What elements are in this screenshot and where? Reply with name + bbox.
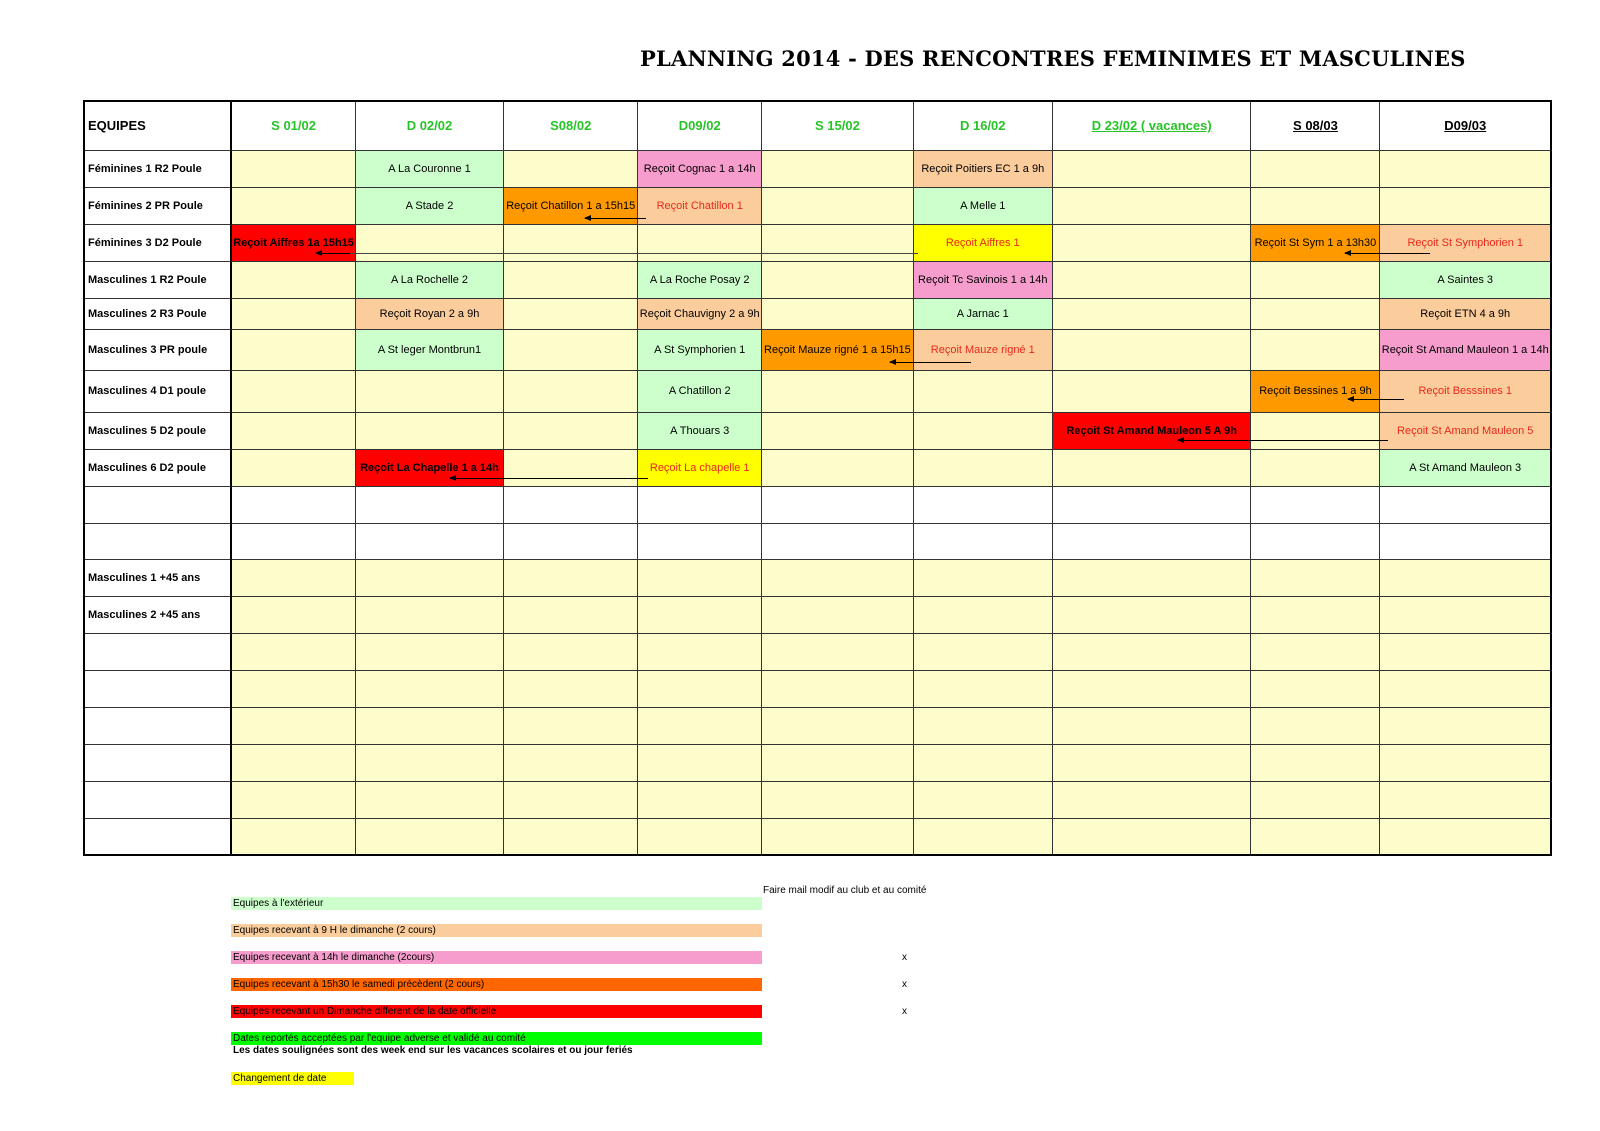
match-cell xyxy=(1251,412,1380,449)
header-date: S08/02 xyxy=(504,101,638,150)
match-cell xyxy=(1251,633,1380,670)
match-cell xyxy=(1052,523,1251,559)
match-cell xyxy=(1052,187,1251,224)
match-cell xyxy=(762,670,914,707)
match-cell xyxy=(1052,261,1251,298)
team-name: Masculines 2 R3 Poule xyxy=(84,298,231,329)
match-cell xyxy=(1251,670,1380,707)
match-cell xyxy=(504,298,638,329)
match-cell: Reçoit St Amand Mauleon 5 xyxy=(1380,412,1551,449)
match-cell xyxy=(1251,298,1380,329)
match-cell xyxy=(762,224,914,261)
match-cell xyxy=(1052,670,1251,707)
match-cell xyxy=(355,486,503,523)
match-cell xyxy=(762,298,914,329)
match-cell xyxy=(355,781,503,818)
match-cell xyxy=(504,670,638,707)
team-row xyxy=(84,707,1551,744)
match-cell xyxy=(1380,187,1551,224)
match-cell: A Jarnac 1 xyxy=(913,298,1052,329)
team-name xyxy=(84,818,231,855)
team-row xyxy=(84,486,1551,523)
match-cell xyxy=(638,818,762,855)
match-cell xyxy=(913,670,1052,707)
match-cell: Reçoit St Amand Mauleon 5 A 9h xyxy=(1052,412,1251,449)
match-cell xyxy=(231,707,355,744)
match-cell xyxy=(913,781,1052,818)
match-cell: Reçoit Bessines 1 a 9h xyxy=(1251,370,1380,412)
match-cell xyxy=(762,818,914,855)
match-cell xyxy=(762,781,914,818)
match-cell xyxy=(762,744,914,781)
match-cell xyxy=(762,412,914,449)
team-row xyxy=(84,370,1551,412)
match-cell xyxy=(231,818,355,855)
match-cell xyxy=(1380,744,1551,781)
team-name xyxy=(84,744,231,781)
match-cell xyxy=(1251,150,1380,187)
match-cell xyxy=(355,523,503,559)
match-cell xyxy=(1380,670,1551,707)
team-name: Masculines 5 D2 poule xyxy=(84,412,231,449)
match-cell xyxy=(1380,559,1551,596)
match-cell xyxy=(762,187,914,224)
match-cell xyxy=(1052,224,1251,261)
match-cell xyxy=(1380,707,1551,744)
legend-autre-dimanche: Equipes recevant un Dimanche different de la date officielle xyxy=(231,1005,762,1018)
match-cell xyxy=(913,370,1052,412)
match-cell xyxy=(1251,744,1380,781)
match-cell xyxy=(355,370,503,412)
reschedule-arrow xyxy=(890,362,971,363)
match-cell: Reçoit Tc Savinois 1 a 14h xyxy=(913,261,1052,298)
team-name: Masculines 2 +45 ans xyxy=(84,596,231,633)
match-cell: Reçoit ETN 4 a 9h xyxy=(1380,298,1551,329)
team-name xyxy=(84,523,231,559)
header-date: D09/03 xyxy=(1380,101,1551,150)
team-row xyxy=(84,329,1551,370)
match-cell xyxy=(504,633,638,670)
team-row xyxy=(84,670,1551,707)
match-cell xyxy=(913,449,1052,486)
match-cell xyxy=(1251,261,1380,298)
header-date: D 02/02 xyxy=(355,101,503,150)
match-cell xyxy=(231,370,355,412)
underlined-dates-note: Les dates soulignées sont des week end sur les vacances scolaires et ou jour feriés xyxy=(233,1045,633,1056)
team-name xyxy=(84,633,231,670)
legend-changement: Changement de date xyxy=(231,1072,354,1085)
match-cell xyxy=(1052,707,1251,744)
team-row xyxy=(84,523,1551,559)
match-cell xyxy=(1251,781,1380,818)
match-cell xyxy=(504,150,638,187)
match-cell xyxy=(231,412,355,449)
match-cell xyxy=(355,744,503,781)
match-cell: Reçoit Poitiers EC 1 a 9h xyxy=(913,150,1052,187)
match-cell: Reçoit Royan 2 a 9h xyxy=(355,298,503,329)
match-cell: A La Couronne 1 xyxy=(355,150,503,187)
reschedule-arrow xyxy=(1345,253,1430,254)
team-name xyxy=(84,781,231,818)
match-cell xyxy=(1052,781,1251,818)
match-cell xyxy=(504,707,638,744)
match-cell xyxy=(913,744,1052,781)
match-cell: A St leger Montbrun1 xyxy=(355,329,503,370)
match-cell xyxy=(231,559,355,596)
match-cell xyxy=(913,486,1052,523)
match-cell xyxy=(913,818,1052,855)
match-cell xyxy=(1052,818,1251,855)
team-row xyxy=(84,150,1551,187)
match-cell: Reçoit La Chapelle 1 a 14h xyxy=(355,449,503,486)
match-cell xyxy=(762,261,914,298)
team-row xyxy=(84,633,1551,670)
match-cell xyxy=(1251,559,1380,596)
match-cell xyxy=(638,633,762,670)
match-cell: Reçoit Chatillon 1 a 15h15 xyxy=(504,187,638,224)
team-name xyxy=(84,707,231,744)
match-cell xyxy=(762,486,914,523)
match-cell xyxy=(355,559,503,596)
match-cell xyxy=(504,449,638,486)
match-cell xyxy=(638,559,762,596)
match-cell xyxy=(1251,329,1380,370)
match-cell: Reçoit Aiffres 1 xyxy=(913,224,1052,261)
match-cell: Reçoit La chapelle 1 xyxy=(638,449,762,486)
mark-x: x xyxy=(902,1006,907,1017)
page-title: PLANNING 2014 - DES RENCONTRES FEMINIMES ET MASCULINES xyxy=(640,46,1466,71)
match-cell xyxy=(504,744,638,781)
match-cell: Reçoit Besssines 1 xyxy=(1380,370,1551,412)
match-cell xyxy=(762,523,914,559)
mark-x: x xyxy=(902,952,907,963)
team-row xyxy=(84,781,1551,818)
match-cell xyxy=(231,781,355,818)
match-cell xyxy=(913,559,1052,596)
match-cell xyxy=(504,559,638,596)
match-cell xyxy=(1052,298,1251,329)
match-cell xyxy=(638,224,762,261)
mail-note: Faire mail modif au club et au comité xyxy=(763,885,927,896)
reschedule-arrow xyxy=(1348,399,1404,400)
match-cell xyxy=(1052,370,1251,412)
header-date: D09/02 xyxy=(638,101,762,150)
match-cell xyxy=(504,329,638,370)
header-row xyxy=(84,101,1551,150)
team-name: Masculines 1 +45 ans xyxy=(84,559,231,596)
match-cell xyxy=(1251,523,1380,559)
match-cell xyxy=(504,523,638,559)
header-date: S 01/02 xyxy=(231,101,355,150)
match-cell xyxy=(762,449,914,486)
reschedule-arrow xyxy=(1178,440,1388,441)
match-cell xyxy=(762,633,914,670)
match-cell xyxy=(355,818,503,855)
team-name: Féminines 3 D2 Poule xyxy=(84,224,231,261)
match-cell: A Stade 2 xyxy=(355,187,503,224)
match-cell xyxy=(231,670,355,707)
reschedule-arrow xyxy=(585,218,646,219)
match-cell: Reçoit St Sym 1 a 13h30 xyxy=(1251,224,1380,261)
match-cell xyxy=(1251,486,1380,523)
reschedule-line xyxy=(350,253,918,254)
match-cell xyxy=(231,298,355,329)
match-cell xyxy=(504,781,638,818)
match-cell xyxy=(638,781,762,818)
match-cell xyxy=(638,523,762,559)
match-cell xyxy=(1251,596,1380,633)
match-cell xyxy=(355,707,503,744)
match-cell xyxy=(1052,150,1251,187)
team-row xyxy=(84,224,1551,261)
match-cell: A Melle 1 xyxy=(913,187,1052,224)
match-cell xyxy=(231,261,355,298)
match-cell xyxy=(913,523,1052,559)
match-cell xyxy=(504,596,638,633)
legend-reportes: Dates reportés acceptées par l'equipe adverse et validé au comité xyxy=(231,1032,762,1045)
team-name xyxy=(84,670,231,707)
match-cell: A Thouars 3 xyxy=(638,412,762,449)
team-row xyxy=(84,412,1551,449)
match-cell xyxy=(913,633,1052,670)
match-cell xyxy=(355,412,503,449)
match-cell xyxy=(1380,150,1551,187)
team-name: Masculines 1 R2 Poule xyxy=(84,261,231,298)
match-cell xyxy=(762,559,914,596)
match-cell xyxy=(1052,449,1251,486)
planning-table xyxy=(83,100,1552,856)
legend-exterieur: Equipes à l'extérieur xyxy=(231,897,762,910)
match-cell xyxy=(762,596,914,633)
team-row xyxy=(84,559,1551,596)
legend-9h: Equipes recevant à 9 H le dimanche (2 cours) xyxy=(231,924,762,937)
match-cell xyxy=(231,744,355,781)
match-cell xyxy=(355,224,503,261)
match-cell xyxy=(1052,559,1251,596)
match-cell xyxy=(913,412,1052,449)
match-cell xyxy=(638,670,762,707)
match-cell xyxy=(1052,633,1251,670)
match-cell xyxy=(231,449,355,486)
match-cell xyxy=(913,707,1052,744)
match-cell xyxy=(1052,329,1251,370)
match-cell xyxy=(504,486,638,523)
match-cell xyxy=(1052,486,1251,523)
match-cell: Reçoit Chauvigny 2 a 9h xyxy=(638,298,762,329)
legend-14h: Equipes recevant à 14h le dimanche (2cours) xyxy=(231,951,762,964)
header-date: D 23/02 ( vacances) xyxy=(1052,101,1251,150)
match-cell xyxy=(231,150,355,187)
match-cell xyxy=(1251,707,1380,744)
match-cell xyxy=(638,707,762,744)
header-date: S 08/03 xyxy=(1251,101,1380,150)
team-row xyxy=(84,818,1551,855)
header-equipes: EQUIPES xyxy=(84,101,231,150)
match-cell xyxy=(231,633,355,670)
team-name: Féminines 1 R2 Poule xyxy=(84,150,231,187)
match-cell xyxy=(355,596,503,633)
match-cell: A Saintes 3 xyxy=(1380,261,1551,298)
match-cell xyxy=(504,224,638,261)
match-cell xyxy=(504,412,638,449)
match-cell xyxy=(1380,523,1551,559)
team-row xyxy=(84,261,1551,298)
match-cell xyxy=(1251,818,1380,855)
match-cell xyxy=(1380,596,1551,633)
match-cell xyxy=(1052,744,1251,781)
match-cell xyxy=(762,370,914,412)
match-cell: Reçoit Mauze rigné 1 a 15h15 xyxy=(762,329,914,370)
mark-x: x xyxy=(902,979,907,990)
match-cell xyxy=(762,707,914,744)
match-cell xyxy=(504,370,638,412)
team-name: Féminines 2 PR Poule xyxy=(84,187,231,224)
match-cell: Reçoit Mauze rigné 1 xyxy=(913,329,1052,370)
match-cell: A St Symphorien 1 xyxy=(638,329,762,370)
match-cell xyxy=(231,329,355,370)
team-name xyxy=(84,486,231,523)
match-cell xyxy=(762,150,914,187)
match-cell: A Chatillon 2 xyxy=(638,370,762,412)
team-row xyxy=(84,744,1551,781)
team-name: Masculines 6 D2 poule xyxy=(84,449,231,486)
match-cell xyxy=(1251,187,1380,224)
team-row xyxy=(84,596,1551,633)
match-cell xyxy=(231,187,355,224)
match-cell xyxy=(638,596,762,633)
match-cell: Reçoit Chatillon 1 xyxy=(638,187,762,224)
header-date: S 15/02 xyxy=(762,101,914,150)
match-cell xyxy=(355,670,503,707)
match-cell xyxy=(1380,486,1551,523)
match-cell xyxy=(231,596,355,633)
match-cell xyxy=(231,486,355,523)
match-cell xyxy=(913,596,1052,633)
match-cell xyxy=(1380,818,1551,855)
match-cell: A La Roche Posay 2 xyxy=(638,261,762,298)
match-cell: Reçoit Aiffres 1a 15h15 xyxy=(231,224,355,261)
match-cell xyxy=(231,523,355,559)
team-name: Masculines 4 D1 poule xyxy=(84,370,231,412)
match-cell: A La Rochelle 2 xyxy=(355,261,503,298)
match-cell xyxy=(355,633,503,670)
team-name: Masculines 3 PR poule xyxy=(84,329,231,370)
match-cell xyxy=(638,744,762,781)
team-row xyxy=(84,449,1551,486)
team-row xyxy=(84,298,1551,329)
header-date: D 16/02 xyxy=(913,101,1052,150)
match-cell: Reçoit Cognac 1 a 14h xyxy=(638,150,762,187)
match-cell xyxy=(1052,596,1251,633)
reschedule-arrow xyxy=(450,478,648,479)
match-cell xyxy=(1251,449,1380,486)
match-cell: A St Amand Mauleon 3 xyxy=(1380,449,1551,486)
match-cell xyxy=(638,486,762,523)
match-cell: Reçoit St Amand Mauleon 1 a 14h xyxy=(1380,329,1551,370)
legend-15h30: Equipes recevant à 15h30 le samedi précèdent (2 cours) xyxy=(231,978,762,991)
match-cell: Reçoit St Symphorien 1 xyxy=(1380,224,1551,261)
team-row xyxy=(84,187,1551,224)
match-cell xyxy=(1380,633,1551,670)
match-cell xyxy=(1380,781,1551,818)
match-cell xyxy=(504,818,638,855)
match-cell xyxy=(504,261,638,298)
